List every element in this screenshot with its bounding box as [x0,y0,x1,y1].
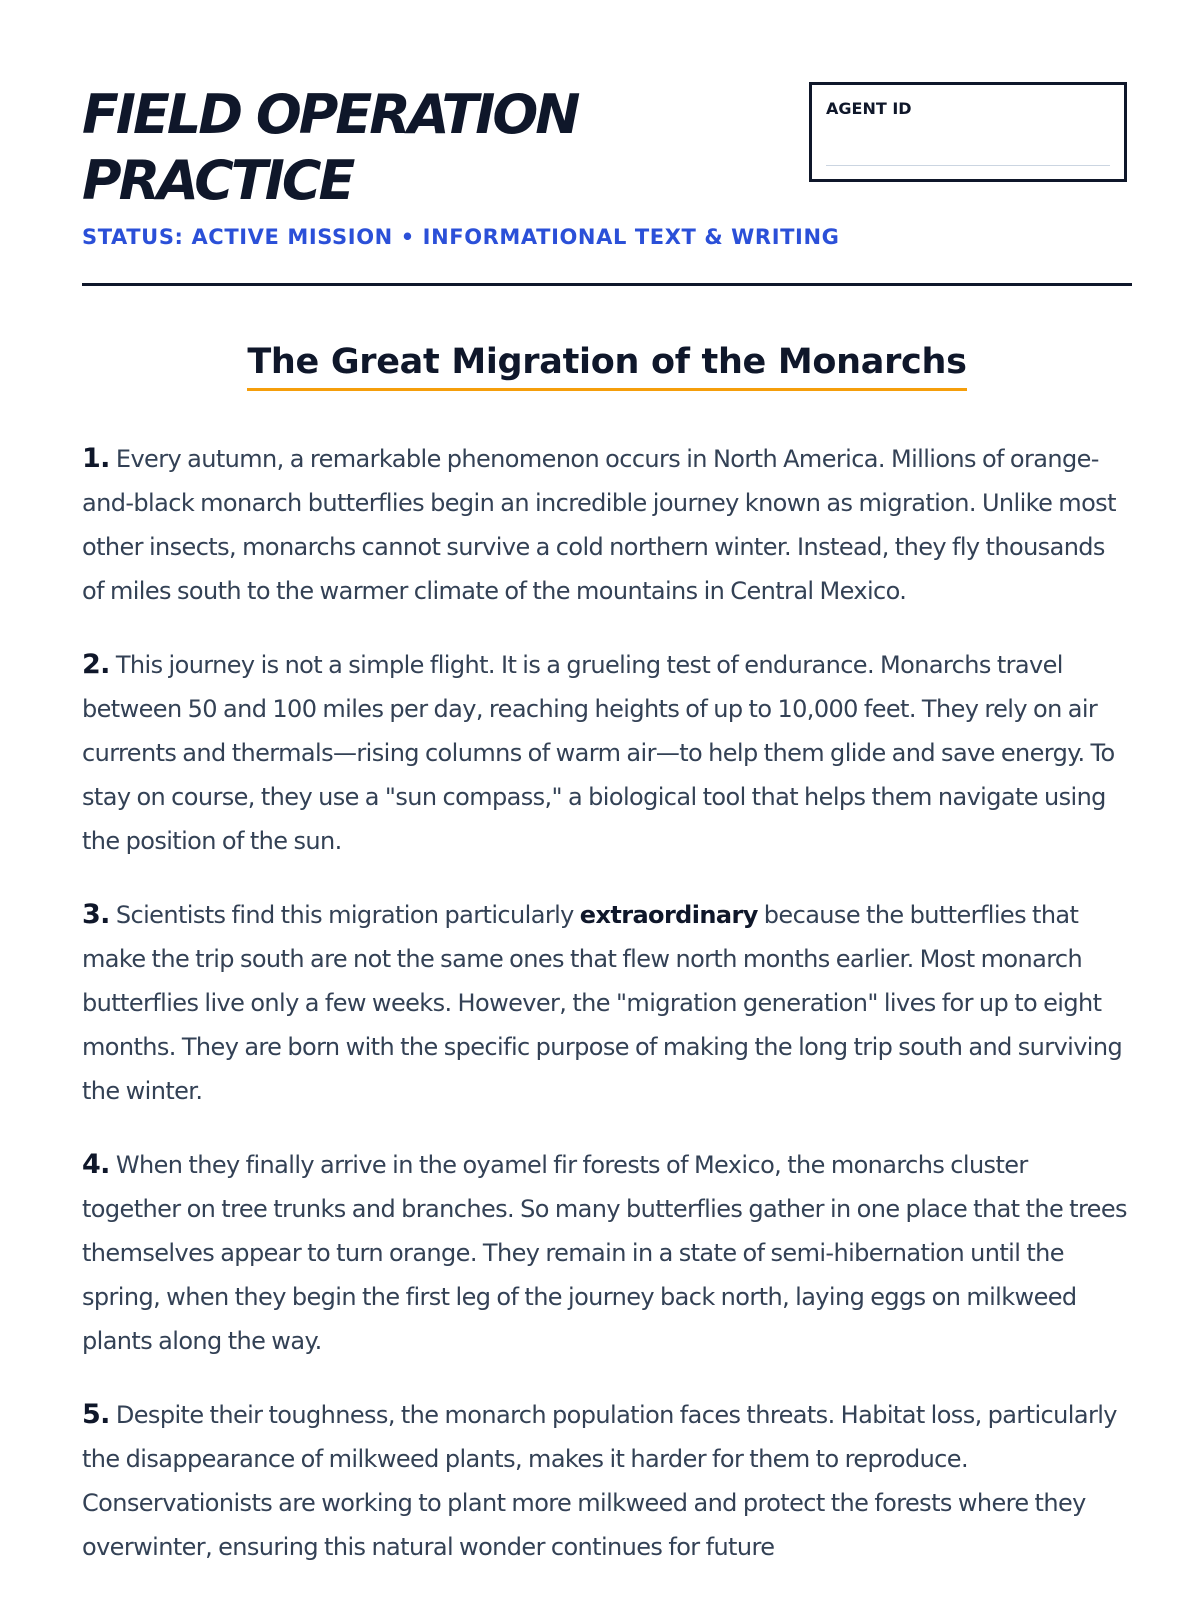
agent-id-input[interactable] [826,133,1110,166]
paragraph-text: Despite their toughness, the monarch population faces threats. Habitat loss, particularly the disappearance of milkweed plants, makes it harder for them to reproduce. Conservationists are working to plant more milkweed and protect the forests where they overwinter, ensuring this natural wonder continues for future [82,1401,1117,1561]
paragraph-4 [82,1143,1132,1363]
paragraph-5 [82,1393,1132,1569]
paragraph-text: This journey is not a simple flight. It is a grueling test of endurance. Monarchs travel between 50 and 100 miles per day, reaching heights of up to 10,000 feet. They rely on air currents and thermals—rising columns of warm air—to help them glide and save energy. To stay on course, they use a "sun compass," a biological tool that helps them navigate using the position of the sun. [82,651,1115,855]
paragraph-number: 1. [82,443,110,474]
paragraph-3 [82,893,1132,1113]
paragraph-number: 4. [82,1149,110,1180]
worksheet-page [82,0,1132,1561]
paragraph-2 [82,643,1132,863]
header-divider [82,283,1132,286]
agent-id-box [809,82,1127,182]
paragraph-1 [82,437,1132,613]
paragraph-text-before: Scientists find this migration particularly [115,901,574,929]
page-title-line-2: PRACTICE [82,149,353,212]
passage-body [82,437,1132,1599]
status-line: STATUS: ACTIVE MISSION • INFORMATIONAL TEXT & WRITING [82,225,840,249]
paragraph-text: When they finally arrive in the oyamel fir forests of Mexico, the monarchs cluster together on tree trunks and branches. So many butterflies gather in one place that the trees themselves appear to turn orange. They remain in a state of semi-hibernation until the spring, when they begin the first leg of the journey back north, laying eggs on milkweed plants along the way. [82,1151,1127,1355]
header [82,0,1132,285]
paragraph-number: 3. [82,899,110,930]
paragraph-text-after: because the butterflies that make the trip south are not the same ones that flew north months earlier. Most monarch butterflies live only a few weeks. However, the "migration generation" lives for up to eight months. They are born with the specific purpose of making the long trip south and surviving the winter. [82,901,1123,1105]
passage-title: The Great Migration of the Monarchs [247,340,966,391]
paragraph-text: Every autumn, a remarkable phenomenon occurs in North America. Millions of orange-and-black monarch butterflies begin an incredible journey known as migration. Unlike most other insects, monarchs cannot survive a cold northern winter. Instead, they fly thousands of miles south to the warmer climate of the mountains in Central Mexico. [82,445,1116,605]
vocabulary-word: extraordinary [579,901,758,929]
page-title [82,82,782,214]
paragraph-number: 2. [82,649,110,680]
paragraph-number: 5. [82,1399,110,1430]
agent-id-label: AGENT ID [826,99,912,118]
page-title-line-1: FIELD OPERATION [82,83,578,146]
passage-title-container [82,340,1132,391]
